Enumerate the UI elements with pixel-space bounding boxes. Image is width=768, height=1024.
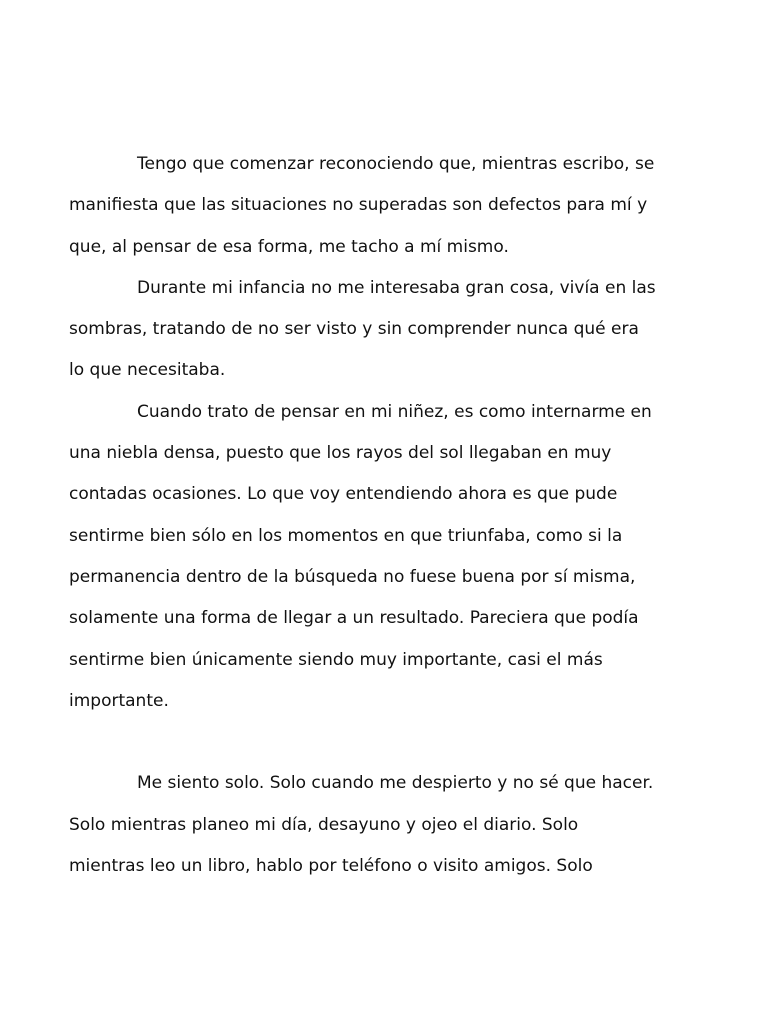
paragraph-3-line-6: solamente una forma de llegar a un resultado. Pareciera que podía [69, 608, 639, 629]
paragraph-3-line-2: una niebla densa, puesto que los rayos del sol llegaban en muy [69, 443, 612, 464]
paragraph-1-line-3: que, al pensar de esa forma, me tacho a mí mismo. [69, 236, 509, 257]
document-body [69, 144, 729, 887]
paragraph-1-line-1: Tengo que comenzar reconociendo que, mientras escribo, se [137, 154, 655, 174]
paragraph-2-line-2: sombras, tratando de no ser visto y sin comprender nunca qué era [69, 319, 639, 340]
paragraph-3-line-7: sentirme bien únicamente siendo muy importante, casi el más [69, 649, 603, 670]
paragraph-3-line-1: Cuando trato de pensar en mi niñez, es como internarme en [137, 401, 652, 422]
paragraph-1-line-2: manifiesta que las situaciones no superadas son defectos para mí y [69, 195, 648, 216]
paragraph-4-line-1: Me siento solo. Solo cuando me despierto y no sé que hacer. [137, 773, 654, 794]
paragraph-4-line-2: Solo mientras planeo mi día, desayuno y ojeo el diario. Solo [69, 814, 579, 835]
paragraph-4-line-3: mientras leo un libro, hablo por teléfono o visito amigos. Solo [69, 856, 593, 877]
section-break [69, 722, 729, 763]
paragraph-3-line-5: permanencia dentro de la búsqueda no fuese buena por sí misma, [69, 566, 636, 587]
paragraph-3-line-3: contadas ocasiones. Lo que voy entendiendo ahora es que pude [69, 484, 618, 505]
paragraph-2-line-3: lo que necesitaba. [69, 360, 226, 381]
paragraph-3-line-4: sentirme bien sólo en los momentos en que triunfaba, como si la [69, 525, 623, 546]
paragraph-3-line-8: importante. [69, 690, 169, 711]
paragraph-2-line-1: Durante mi infancia no me interesaba gran cosa, vivía en las [137, 277, 656, 298]
